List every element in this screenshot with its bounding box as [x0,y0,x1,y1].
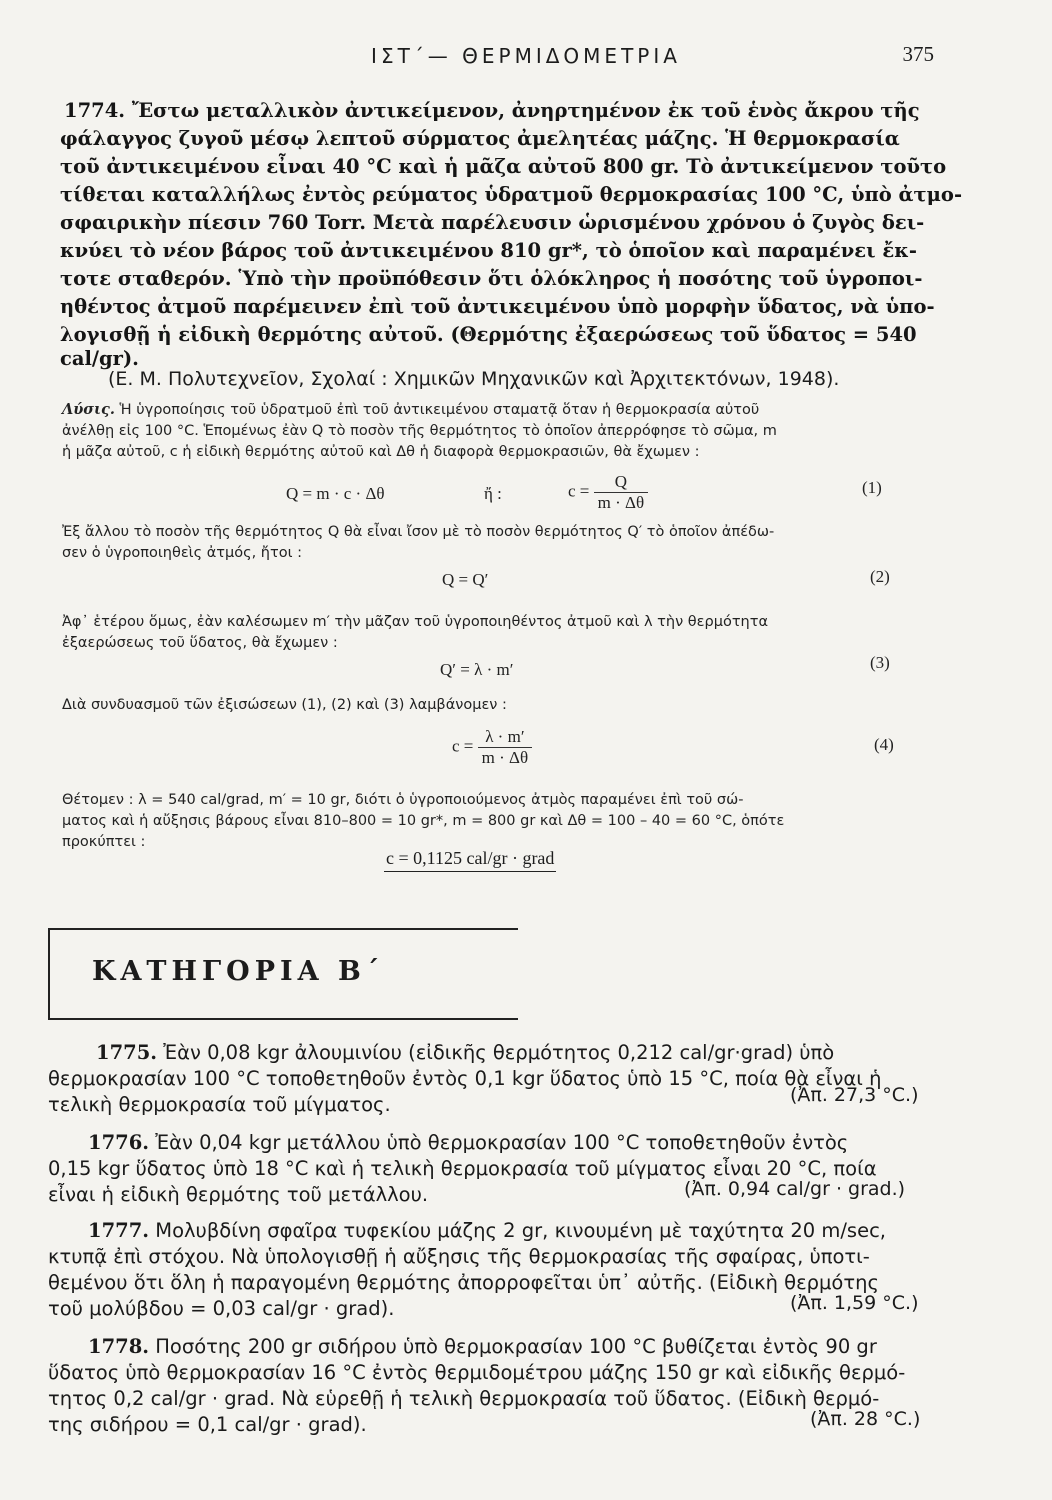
solution-line: ἐξαερώσεως τοῦ ὕδατος, θὰ ἔχωμεν : [62,635,338,651]
problem-number: 1775. [96,1041,158,1064]
answer: (Ἀπ. 0,94 cal/gr · grad.) [684,1178,906,1200]
solution-result: c = 0,1125 cal/gr · grad [384,848,556,872]
problem-line: 1775. Ἐὰν 0,08 kgr ἀλουμινίου (εἰδικῆς θερμότητος 0,212 cal/gr·grad) ὑπὸ [96,1041,835,1064]
problem-1774-line: ηθέντος ἀτμοῦ παρέμεινεν ἐπὶ τοῦ ἀντικειμένου ὑπὸ μορφὴν ὕδατος, νὰ ὑπο- [60,295,935,318]
equation-number: (2) [870,567,890,586]
solution-line: Ἀφ᾽ ἑτέρου ὅμως, ἐὰν καλέσωμεν m′ τὴν μᾶζαν τοῦ ὑγροποιηθέντος ἀτμοῦ καὶ λ τὴν θερμότητα [62,614,769,630]
solution-line: ματος καὶ ἡ αὔξησις βάρους εἶναι 810–800 = 10 gr*, m = 800 gr καὶ Δθ = 100 – 40 = 60 °C, ὁπότε [62,813,785,829]
solution-line: Διὰ συνδυασμοῦ τῶν ἐξισώσεων (1), (2) καὶ (3) λαμβάνομεν : [62,697,507,713]
problem-line: κτυπᾷ ἐπὶ στόχου. Νὰ ὑπολογισθῇ ἡ αὔξησις τῆς θερμοκρασίας τῆς σφαίρας, ὑποτι- [48,1245,870,1268]
problem-line: τοῦ μολύβδου = 0,03 cal/gr · grad). [48,1297,395,1320]
equation-4-fraction: c = $\frac{\lambda \cdot m'}{m \cdot \Delta\theta}$ [452,727,532,768]
problem-1774-line: cal/gr). [60,347,139,370]
problem-1774-line: τοτε σταθερόν. Ὑπὸ τὴν προϋπόθεσιν ὅτι ὁλόκληρος ἡ ποσότης τοῦ ὑγροποι- [60,267,923,290]
problem-line: εἶναι ἡ εἰδικὴ θερμότης τοῦ μετάλλου. [48,1183,429,1206]
equation-3: Q′ = λ · m′ [440,660,514,679]
solution-line: Λύσις. Ἡ ὑγροποίησις τοῦ ὑδρατμοῦ ἐπὶ τοῦ ἀντικειμένου σταματᾷ ὅταν ἡ θερμοκρασία αὐτοῦ [62,401,760,418]
problem-line: 0,15 kgr ὕδατος ὑπὸ 18 °C καὶ ἡ τελικὴ θερμοκρασία τοῦ μίγματος εἶναι 20 °C, ποία [48,1157,877,1180]
problem-1774-line: κνύει τὸ νέον βάρος τοῦ ἀντικειμένου 810 gr*, τὸ ὁποῖον καὶ παραμένει ἔκ- [60,239,917,262]
problem-1774-line: λογισθῇ ἡ εἰδικὴ θερμότης αὐτοῦ. (Θερμότης ἐξαερώσεως τοῦ ὕδατος = 540 [60,323,917,346]
problem-number: 1776. [88,1131,150,1154]
answer: (Ἀπ. 28 °C.) [810,1408,921,1430]
problem-line: 1777. Μολυβδίνη σφαῖρα τυφεκίου μάζης 2 gr, κινουμένη μὲ ταχύτητα 20 m/sec, [88,1219,886,1242]
problem-1774-line: τίθεται καταλλήλως ἐντὸς ρεύματος ὑδρατμοῦ θερμοκρασίας 100 °C, ὑπὸ ἀτμο- [60,183,963,206]
problem-1774-line: τοῦ ἀντικειμένου εἶναι 40 °C καὶ ἡ μᾶζα αὐτοῦ 800 gr. Τὸ ἀντικείμενον τοῦτο [60,155,947,178]
equation-number: (3) [870,653,890,672]
problem-line: ὕδατος ὑπὸ θερμοκρασίαν 16 °C ἐντὸς θερμιδομέτρου μάζης 150 gr καὶ εἰδικῆς θερμό- [48,1361,906,1384]
problem-line: τελικὴ θερμοκρασία τοῦ μίγματος. [48,1093,391,1116]
problem-line: θεμένου ὅτι ὅλη ἡ παραγομένη θερμότης ἀπορροφεῖται ὑπ᾽ αὐτῆς. (Εἰδικὴ θερμότης [48,1271,879,1294]
problem-line: 1776. Ἐὰν 0,04 kgr μετάλλου ὑπὸ θερμοκρασίαν 100 °C τοποθετηθοῦν ἐντὸς [88,1131,849,1154]
answer: (Ἀπ. 27,3 °C.) [790,1084,919,1106]
problem-line: θερμοκρασίαν 100 °C τοποθετηθοῦν ἐντὸς 0,1 kgr ὕδατος ὑπὸ 15 °C, ποία θὰ εἶναι ἡ [48,1067,882,1090]
problem-number: 1777. [88,1219,150,1242]
solution-line: Ἐξ ἄλλου τὸ ποσὸν τῆς θερμότητος Q θὰ εἶναι ἴσον μὲ τὸ ποσὸν θερμότητος Q′ τὸ ὁποῖον ἀπέδω- [62,524,775,540]
problem-line: τητος 0,2 cal/gr · grad. Νὰ εὑρεθῇ ἡ τελικὴ θερμοκρασία τοῦ ὕδατος. (Εἰδικὴ θερμό- [48,1387,880,1410]
solution-line: ἡ μᾶζα αὐτοῦ, c ἡ εἰδικὴ θερμότης αὐτοῦ καὶ Δθ ἡ διαφορὰ θερμοκρασιῶν, θὰ ἔχωμεν : [62,444,700,460]
solution-line: Θέτομεν : λ = 540 cal/grad, m′ = 10 gr, διότι ὁ ὑγροποιούμενος ἀτμὸς παραμένει ἐπὶ τοῦ σώ- [62,792,744,808]
solution-label: Λύσις. [62,401,115,418]
solution-line: ἀνέλθῃ εἰς 100 °C. Ἑπομένως ἐὰν Q τὸ ποσὸν τῆς θερμότητος τὸ ὁποῖον ἀπερρόφησε τὸ σῶμα, m [62,423,777,439]
problem-source: (Ε. Μ. Πολυτεχνεῖον, Σχολαί : Χημικῶν Μηχανικῶν καὶ Ἀρχιτεκτόνων, 1948). [108,368,840,390]
problem-line: της σιδήρου = 0,1 cal/gr · grad). [48,1413,367,1436]
problem-1774-line: σφαιρικὴν πίεσιν 760 Torr. Μετὰ παρέλευσιν ὡρισμένου χρόνου ὁ ζυγὸς δει- [60,211,925,234]
equation-number: (4) [874,735,894,754]
category-title: ΚΑΤΗΓΟΡΙΑ Β΄ [92,956,385,987]
problem-1774-line: φάλαγγος ζυγοῦ μέσῳ λεπτοῦ σύρματος ἀμελητέας μάζης. Ἡ θερμοκρασία [60,127,900,150]
equation-number: (1) [862,478,882,497]
problem-line: 1778. Ποσότης 200 gr σιδήρου ὑπὸ θερμοκρασίαν 100 °C βυθίζεται ἐντὸς 90 gr [88,1335,877,1358]
problem-1774-line: 1774. Ἔστω μεταλλικὸν ἀντικείμενον, ἀνηρτημένον ἐκ τοῦ ἑνὸς ἄκρου τῆς [64,99,920,122]
solution-line: σεν ὁ ὑγροποιηθεὶς ἀτμός, ἤτοι : [62,545,303,561]
running-header: ΙΣΤ΄— ΘΕΡΜΙΔΟΜΕΤΡΙΑ [371,44,681,68]
equation-1-fraction: c = $\frac{Q}{m \cdot \Delta\theta}$ [568,472,648,513]
equation-1-or: ἤ : [484,484,502,503]
page-number: 375 [902,42,934,66]
problem-number: 1778. [88,1335,150,1358]
equation-1-left: Q = m · c · Δθ [286,484,385,503]
problem-number: 1774. [64,99,126,122]
category-box-bottom [48,1018,518,1020]
answer: (Ἀπ. 1,59 °C.) [790,1292,919,1314]
solution-line: προκύπτει : [62,834,146,850]
equation-2: Q = Q′ [442,570,489,589]
